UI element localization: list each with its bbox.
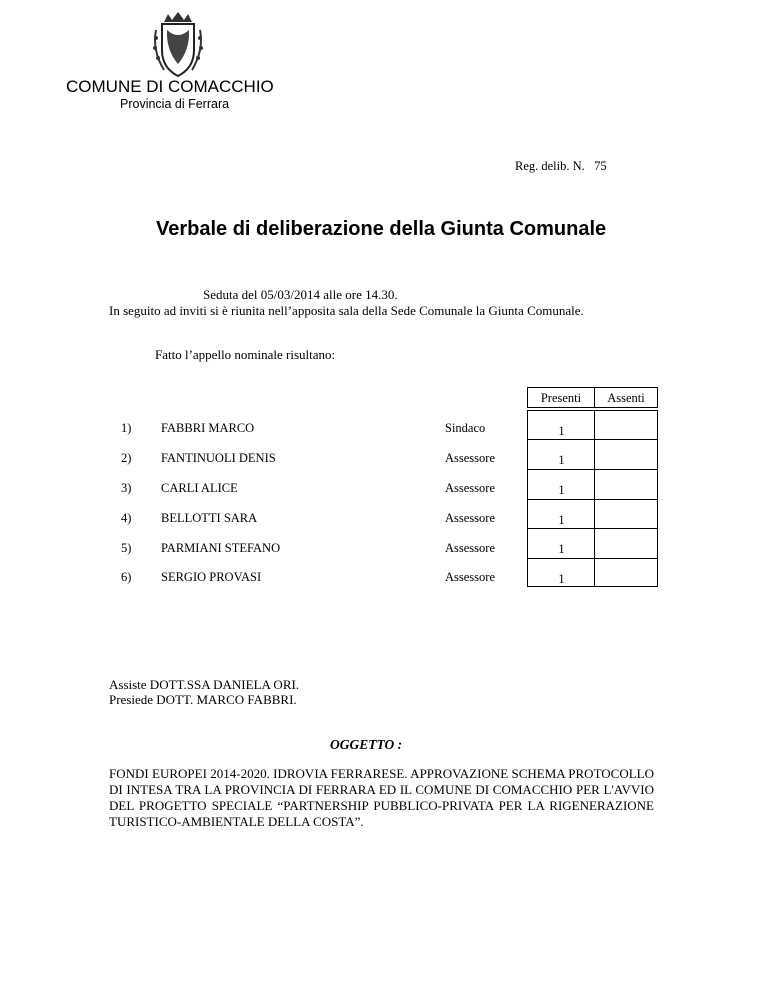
row-number: 4) xyxy=(121,511,132,525)
member-name: PARMIANI STEFANO xyxy=(161,541,281,555)
presenti-cell: 1 xyxy=(527,528,595,558)
presenti-cell: 1 xyxy=(527,558,595,587)
col-header-assenti xyxy=(594,387,658,408)
assenti-cell xyxy=(594,469,658,499)
member-name: FABBRI MARCO xyxy=(161,421,255,435)
assenti-cell xyxy=(594,558,658,587)
appello-line: Fatto l’appello nominale risultano: xyxy=(155,347,336,362)
member-role: Sindaco xyxy=(445,421,486,435)
presenti-cell: 1 xyxy=(527,410,595,439)
row-number: 1) xyxy=(121,421,132,435)
row-number: 2) xyxy=(121,451,132,465)
member-name: FANTINUOLI DENIS xyxy=(161,451,276,465)
col-header-presenti-label: Presenti xyxy=(540,391,582,405)
assiste-line: Assiste DOTT.SSA DANIELA ORI. xyxy=(109,677,300,692)
row-number: 6) xyxy=(121,570,132,584)
oggetto-text: FONDI EUROPEI 2014-2020. IDROVIA FERRARESE. APPROVAZIONE SCHEMA PROTOCOLLO DI INTESA TRA LA PROVINCIA DI FERRARA ED IL COMUNE DI COMACCHIO PER L'AVVIO DEL PROGETTO SPECIALE “PARTNERSHIP PUBBLICO-PRIVATA PER LA RIGENERAZIONE TURISTICO-AMBIENTALE DELLA COSTA”. xyxy=(109,766,654,829)
presenti-cell: 1 xyxy=(527,439,595,469)
member-role: Assessore xyxy=(445,511,495,525)
provincia-label: Provincia di Ferrara xyxy=(120,97,230,111)
presenti-cell: 1 xyxy=(527,469,595,499)
member-role: Assessore xyxy=(445,541,495,555)
member-role: Assessore xyxy=(445,570,495,584)
reg-delib-number: Reg. delib. N. 75 xyxy=(515,159,607,173)
municipal-crest-icon xyxy=(150,10,206,78)
assenti-cell xyxy=(594,410,658,439)
col-header-presenti xyxy=(527,387,594,408)
member-name: SERGIO PROVASI xyxy=(161,570,262,584)
document-title: Verbale di deliberazione della Giunta Comunale xyxy=(156,218,607,240)
presenti-cell: 1 xyxy=(527,499,595,528)
comune-name: COMUNE DI COMACCHIO xyxy=(66,77,274,96)
row-number: 5) xyxy=(121,541,132,555)
assenti-cell xyxy=(594,439,658,469)
member-name: BELLOTTI SARA xyxy=(161,511,258,525)
col-header-assenti-label: Assenti xyxy=(607,391,645,405)
row-number: 3) xyxy=(121,481,132,495)
member-role: Assessore xyxy=(445,481,495,495)
member-name: CARLI ALICE xyxy=(161,481,238,495)
presiede-line: Presiede DOTT. MARCO FABBRI. xyxy=(109,692,297,707)
assenti-cell xyxy=(594,528,658,558)
oggetto-label: OGGETTO : xyxy=(330,737,403,752)
seguito-line: In seguito ad inviti si è riunita nell’apposita sala della Sede Comunale la Giunta Comunale. xyxy=(109,303,584,318)
seduta-line: Seduta del 05/03/2014 alle ore 14.30. xyxy=(203,287,398,302)
assenti-cell xyxy=(594,499,658,528)
member-role: Assessore xyxy=(445,451,495,465)
